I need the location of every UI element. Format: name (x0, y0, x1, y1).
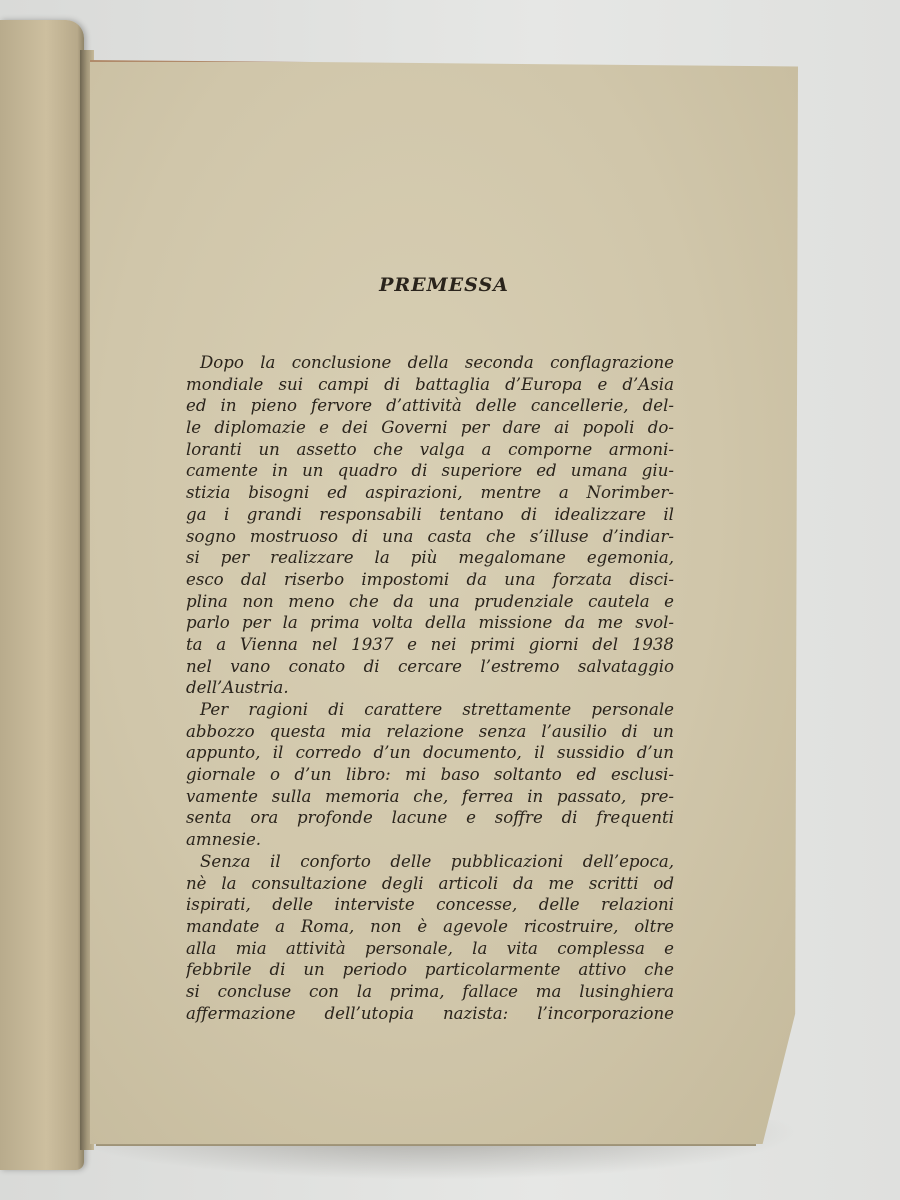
text-line: mandate a Roma, non è agevole ricostruire, oltre (186, 916, 674, 936)
body-text (186, 352, 674, 1024)
text-line: senta ora profonde lacune e soffre di frequenti (186, 808, 674, 828)
text-line: ta a Vienna nel 1937 e nei primi giorni del 1938 (186, 634, 674, 654)
text-line: ed in pieno fervore d’attività delle cancellerie, del- (186, 396, 674, 416)
text-line: ispirati, delle interviste concesse, delle relazioni (186, 895, 674, 915)
text-line: affermazione dell’utopia nazista: l’incorporazione (186, 1003, 674, 1023)
text-line: ga i grandi responsabili tentano di idealizzare il (186, 504, 674, 524)
text-line: Dopo la conclusione della seconda conflagrazione (200, 353, 674, 372)
text-line: Senza il conforto delle pubblicazioni dell’epoca, (200, 851, 674, 871)
text-line: si concluse con la prima, fallace ma lusinghiera (186, 981, 674, 1001)
text-line: le diplomazie e dei Governi per dare ai popoli do- (186, 418, 674, 438)
text-line: stizia bisogni ed aspirazioni, mentre a Norimber- (186, 483, 674, 503)
left-page-edge (0, 20, 84, 1170)
text-line: mondiale sui campi di battaglia d’Europa e d’Asia (186, 374, 674, 394)
text-line: alla mia attività personale, la vita complessa e (186, 938, 674, 958)
text-line: si per realizzare la più megalomane egemonia, (186, 548, 674, 568)
text-line: febbrile di un periodo particolarmente attivo che (186, 960, 674, 980)
text-line: loranti un assetto che valga a comporne armoni- (186, 439, 674, 459)
text-line: nè la consultazione degli articoli da me scritti od (186, 873, 674, 893)
text-line: dell’Austria. (186, 678, 289, 698)
page-title: PREMESSA (379, 274, 509, 296)
text-line: plina non meno che da una prudenziale cautela e (186, 591, 674, 611)
text-line: Per ragioni di carattere strettamente personale (200, 700, 674, 719)
text-line: sogno mostruoso di una casta che s’illuse d’indiar- (186, 526, 674, 546)
text-line: parlo per la prima volta della missione da me svol- (186, 613, 674, 633)
text-line: giornale o d’un libro: mi baso soltanto ed esclusi- (186, 765, 674, 785)
text-line: abbozzo questa mia relazione senza l’ausilio di un (186, 721, 674, 741)
text-line: vamente sulla memoria che, ferrea in passato, pre- (186, 786, 674, 806)
text-line: camente in un quadro di superiore ed umana giu- (186, 461, 674, 481)
text-line: amnesie. (186, 830, 262, 850)
text-line: appunto, il corredo d’un documento, il sussidio d’un (186, 743, 674, 763)
text-line: nel vano conato di cercare l’estremo salvataggio (186, 656, 674, 676)
text-line: esco dal riserbo impostomi da una forzata disci- (186, 569, 674, 589)
